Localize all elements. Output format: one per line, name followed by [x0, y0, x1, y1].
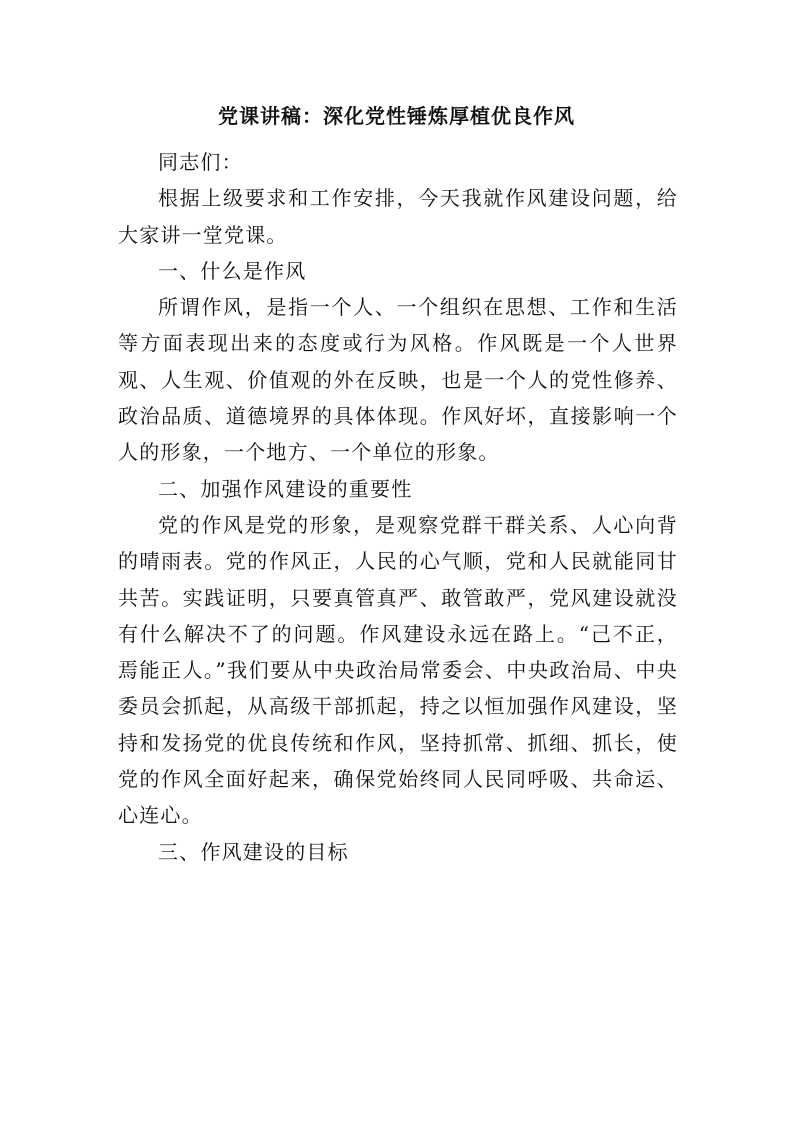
section-heading-1: 一、什么是作风 — [158, 258, 307, 283]
intro-paragraph: 根据上级要求和工作安排，今天我就作风建设问题，给大家讲一堂党课。 — [118, 186, 678, 247]
section-2-paragraph: 党的作风是党的形象，是观察党群干群关系、人心向背的晴雨表。党的作风正，人民的心气顺，党和人民就能同甘共苦。实践证明，只要真管真严、敢管敢严，党风建设就没有什么解决不了的问题。作风建设永远在路上。“己不正，焉能正人。”我们要从中央政治局常委会、中央政治局、中央委员会抓起，从高级干部抓起，持之以恒加强作风建设，坚持和发扬党的优良传统和作风，坚持抓常、抓细、抓长，使党的作风全面好起来，确保党始终同人民同呼吸、共命运、心连心。 — [118, 512, 678, 828]
document-title: 党课讲稿：深化党性锤炼厚植优良作风 — [218, 104, 575, 128]
section-heading-2: 二、加强作风建设的重要性 — [158, 476, 413, 501]
section-heading-3: 三、作风建设的目标 — [158, 839, 349, 864]
document-body — [118, 144, 678, 870]
salutation-paragraph: 同志们： — [158, 150, 243, 174]
section-1-paragraph: 所谓作风，是指一个人、一个组织在思想、工作和生活等方面表现出来的态度或行为风格。作风既是一个人世界观、人生观、价值观的外在反映，也是一个人的党性修养、政治品质、道德境界的具体体现。作风好坏，直接影响一个人的形象，一个地方、一个单位的形象。 — [118, 295, 678, 465]
